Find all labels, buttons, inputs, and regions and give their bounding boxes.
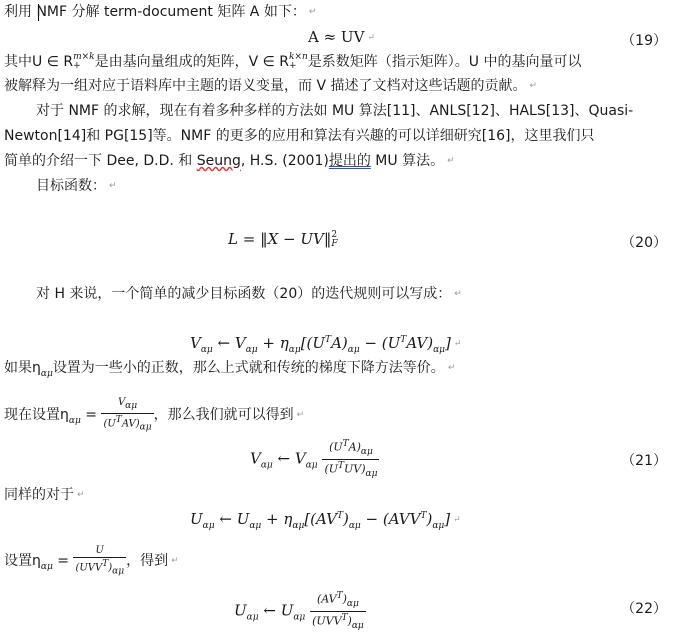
paragraph-mark-icon: ↵ [308, 7, 317, 17]
para1-line2: 被解释为一组对应于语料库中主题的语义变量，而 V 描述了文档对这些话题的贡献。 ↵ [4, 78, 538, 94]
rule-intro: 对 H 来说，一个简单的减少目标函数（20）的迭代规则可以写成： ↵ [36, 286, 462, 302]
paragraph-mark-icon: ↵ [109, 181, 117, 191]
objective-label: 目标函数： ↵ [36, 178, 117, 194]
paragraph-mark-icon: ↵ [367, 33, 375, 43]
equation-22-number: （22） [621, 601, 667, 617]
set-eta-line-2: 设置$\eta_{\alpha\mu}$ = $\frac{U}{(UVV^T)_{\alpha\mu}}$ ，得到 ↵ [4, 545, 179, 577]
set-eta-line-1: 现在设置$\eta_{\alpha\mu}$ = $\frac{V_{\alpha\mu}}{(U^TAV)_{\alpha\mu}}$ ，那么我们就可以得到 ↵ [4, 397, 305, 433]
para1-line1: 其中U ∈ R m×k + 是由基向量组成的矩阵，V ∈ R k×n + 是系数矩阵（指示矩阵）。U 中的基向量可以 [4, 52, 582, 71]
paragraph-mark-icon: ↵ [447, 363, 456, 373]
para2-line3: 简单的介绍一下 Dee, D.D. 和 Seung, H.S. (2001)提出的 MU 算法。 ↵ [4, 153, 455, 169]
paragraph-mark-icon: ↵ [447, 156, 455, 166]
paragraph-mark-icon: ↵ [453, 339, 462, 349]
equation-21-number: （21） [621, 453, 667, 469]
paragraph-mark-icon: ↵ [453, 515, 461, 525]
paragraph-mark-icon: ↵ [529, 81, 538, 91]
spellcheck-flag: Seung [196, 153, 241, 169]
paragraph-mark-icon: ↵ [454, 289, 462, 299]
grammar-flag: 提出的 [328, 153, 371, 169]
similar-line: 同样的对于 ↵ [4, 487, 85, 503]
update-rule-v-additive: $V_{\alpha\mu}$ ← $V_{\alpha\mu} + \eta_{\alpha\mu}[(U^TA)_{\alpha\mu} - (U^TAV)_{\alpha\mu}]$ ↵ [190, 334, 462, 355]
equation-19: A ≈ UV ↵ [308, 28, 375, 46]
equation-22: $U_{\alpha\mu}$ ← $U_{\alpha\mu}$ $\frac{(AV^T)_{\alpha\mu}}{(UVV^T)_{\alpha\mu}}$ [234, 591, 364, 631]
equation-20-number: （20） [621, 235, 667, 251]
para2-line2: Newton[14]和 PG[15]等。NMF 的更多的应用和算法有兴趣的可以详细研究[16]，这里我们只 [4, 128, 595, 144]
equation-20: L = ‖X − UV‖ 2 F [228, 230, 338, 249]
intro-line: 利用 NMF 分解 term-document 矩阵 A 如下： ↵ [4, 4, 317, 20]
eta-fraction-2: $\frac{U}{(UVV^T)_{\alpha\mu}}$ [75, 545, 125, 577]
paragraph-mark-icon: ↵ [171, 556, 179, 567]
equation-19-number: （19） [621, 33, 667, 49]
eta-paragraph: 如果$\eta_{\alpha\mu}$设置为一些小的正数，那么上式就和传统的梯度下降方法等价。 ↵ [4, 360, 456, 379]
update-rule-u-additive: $U_{\alpha\mu}$ ← $U_{\alpha\mu} + \eta_{\alpha\mu}[(AV^T)_{\alpha\mu} - (AVV^T)_{\alpha\mu}]$ ↵ [190, 510, 461, 531]
paragraph-mark-icon: ↵ [296, 410, 305, 421]
para2-line1: 对于 NMF 的求解，现在有着多种多样的方法如 MU 算法[11]、ANLS[12]、HALS[13]、Quasi- [36, 103, 634, 119]
eta-fraction-1: $\frac{V_{\alpha\mu}}{(U^TAV)_{\alpha\mu}}$ [103, 397, 152, 433]
equation-21: $V_{\alpha\mu}$ ← $V_{\alpha\mu}$ $\frac{(U^TA)_{\alpha\mu}}{(U^TUV)_{\alpha\mu}}$ [250, 439, 378, 479]
paragraph-mark-icon: ↵ [77, 490, 85, 500]
